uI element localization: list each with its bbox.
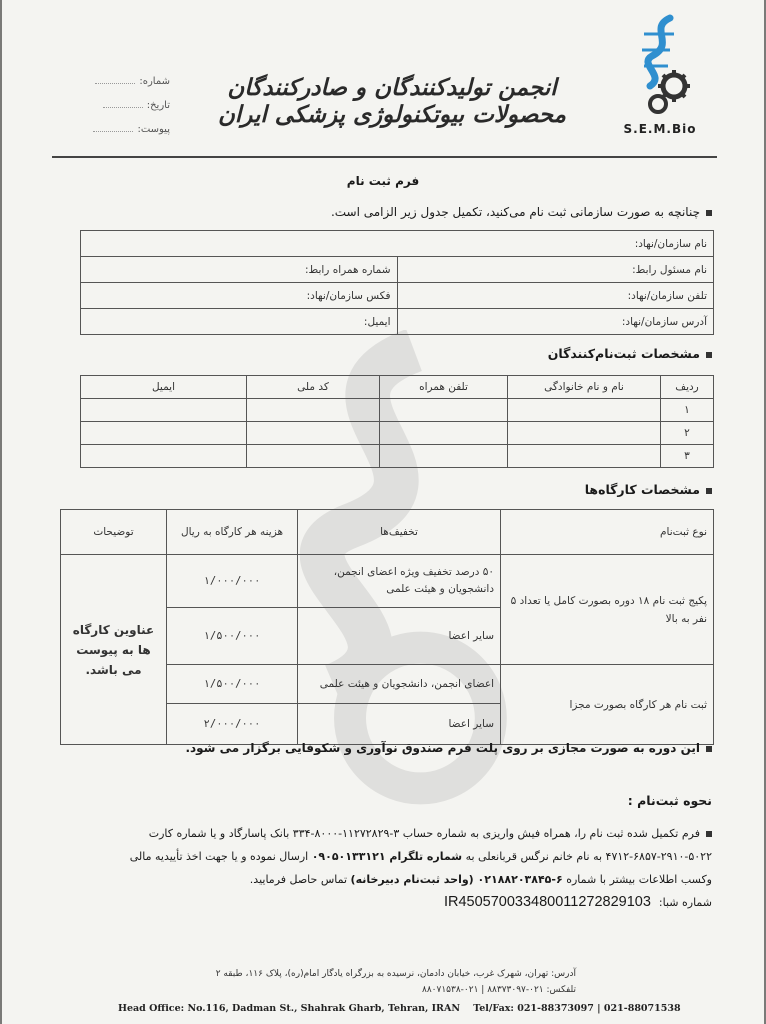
table-row: ۲ (81, 422, 714, 445)
col-price: هزینه هر کارگاه به ریال (167, 510, 298, 555)
col-fullname: نام و نام خانوادگی (508, 376, 661, 399)
workshops-table (60, 509, 714, 745)
workshop-description: عناوین کارگاه ها به پیوست می باشد. (61, 555, 167, 745)
iban-value: IR450570033480011272829103 (443, 894, 651, 910)
bullet-icon (706, 488, 712, 494)
type-package: پکیج ثبت نام ۱۸ دوره بصورت کامل یا تعداد ۵ نفر به بالا (501, 555, 714, 665)
meta-attachment: پیوست: (90, 124, 170, 135)
how-to-heading: نحوه ثبت‌نام : (627, 793, 712, 808)
registrants-table (80, 375, 714, 468)
org-name-cell[interactable]: نام سازمان/نهاد: (81, 231, 714, 257)
form-title: فرم ثبت نام (346, 174, 420, 188)
meta-date: تاریخ: (90, 100, 170, 111)
association-title: انجمن تولیدکنندگان و صادرکنندگان محصولات بیوتکنولوژی پزشکی ایران (218, 74, 566, 128)
org-table (80, 230, 714, 335)
helix-gear-icon (630, 14, 700, 118)
table-row: ۳ (81, 445, 714, 468)
email-cell[interactable]: ایمیل: (81, 309, 398, 335)
header-divider (52, 156, 717, 158)
how-to-line-1: فرم تکمیل شده ثبت نام را، همراه فیش واریزی به شماره حساب ۳-۱۱۲۷۲۸۲۹-۸۰۰۰-۳۳۴ بانک پاسارگاد و یا شماره کارت (52, 822, 712, 845)
bullet-icon (706, 210, 712, 216)
price-cell: ۱/۵۰۰/۰۰۰ (167, 665, 298, 704)
col-description: توضیحات (61, 510, 167, 555)
price-cell: ۱/۰۰۰/۰۰۰ (167, 555, 298, 608)
org-phone-cell[interactable]: تلفن سازمان/نهاد: (397, 283, 714, 309)
logo-text: S.E.M.Bio (623, 122, 697, 136)
virtual-note: این دوره به صورت مجازی بر روی پلت فرم صندوق نوآوری و شکوفایی برگزار می شود. (185, 741, 712, 755)
registrants-heading: مشخصات ثبت‌نام‌کنندگان (548, 346, 712, 361)
col-mobile: تلفن همراه (380, 376, 508, 399)
discount-cell: ۵۰ درصد تخفیف ویژه اعضای انجمن، دانشجویان و هیئت علمی (298, 555, 501, 608)
bullet-icon (706, 746, 712, 752)
how-to-text (52, 822, 712, 914)
iban-line: شماره شبا:IR450570033480011272829103 (443, 894, 712, 910)
org-intro: چنانچه به صورت سازمانی ثبت نام می‌کنید، تکمیل جدول زیر الزامی است. (331, 205, 712, 219)
footer-address-fa: آدرس: تهران، شهرک غرب، خیابان دادمان، نرسیده به بزرگراه یادگار امام(ره)، پلاک ۱۱۶، طبقه ۲ تلفکس: ۰۲۱-۸۸۳۷۳۰۹۷ | ۰۲۱-۸۸۰۷۱۵۳۸ (215, 969, 576, 995)
org-fax-cell[interactable]: فکس سازمان/نهاد: (81, 283, 398, 309)
bullet-icon (706, 831, 712, 837)
bullet-icon (706, 352, 712, 358)
how-to-line-2: ۴۷۱۲-۶۸۵۷-۲۹۱۰-۵۰۲۲ به نام خانم نرگس قربانعلی به شماره تلگرام ۰۹۰۵۰۱۳۳۱۲۱ ارسال نموده و یا جهت اخذ تأییدیه مالی (129, 850, 712, 863)
col-email: ایمیل (81, 376, 247, 399)
discount-cell: سایر اعضا (298, 704, 501, 745)
price-cell: ۲/۰۰۰/۰۰۰ (167, 704, 298, 745)
contact-name-cell[interactable]: نام مسئول رابط: (397, 257, 714, 283)
footer-address-en: Head Office: No.116, Dadman St., Shahrak Gharb, Tehran, IRAN Tel/Fax: 021-88373097 | 021-88071538 (118, 1003, 681, 1014)
contact-mobile-cell[interactable]: شماره همراه رابط: (81, 257, 398, 283)
price-cell: ۱/۵۰۰/۰۰۰ (167, 608, 298, 665)
workshops-heading: مشخصات کارگاه‌ها (585, 482, 712, 497)
col-national-id: کد ملی (247, 376, 380, 399)
type-single: ثبت نام هر کارگاه بصورت مجزا (501, 665, 714, 745)
table-row (61, 555, 714, 608)
col-row: ردیف (661, 376, 714, 399)
how-to-line-3: وکسب اطلاعات بیشتر با شماره ۶-۰۲۱۸۸۲۰۳۸۴۵ (واحد ثبت‌نام دبیرخانه) تماس حاصل فرمایید. (249, 873, 712, 886)
discount-cell: اعضای انجمن، دانشجویان و هیئت علمی (298, 665, 501, 704)
registration-form-page (2, 0, 764, 1024)
col-type: نوع ثبت‌نام (501, 510, 714, 555)
table-row: ۱ (81, 399, 714, 422)
col-discounts: تخفیف‌ها (298, 510, 501, 555)
meta-number: شماره: (90, 76, 170, 87)
discount-cell: سایر اعضا (298, 608, 501, 665)
org-address-cell[interactable]: آدرس سازمان/نهاد: (397, 309, 714, 335)
